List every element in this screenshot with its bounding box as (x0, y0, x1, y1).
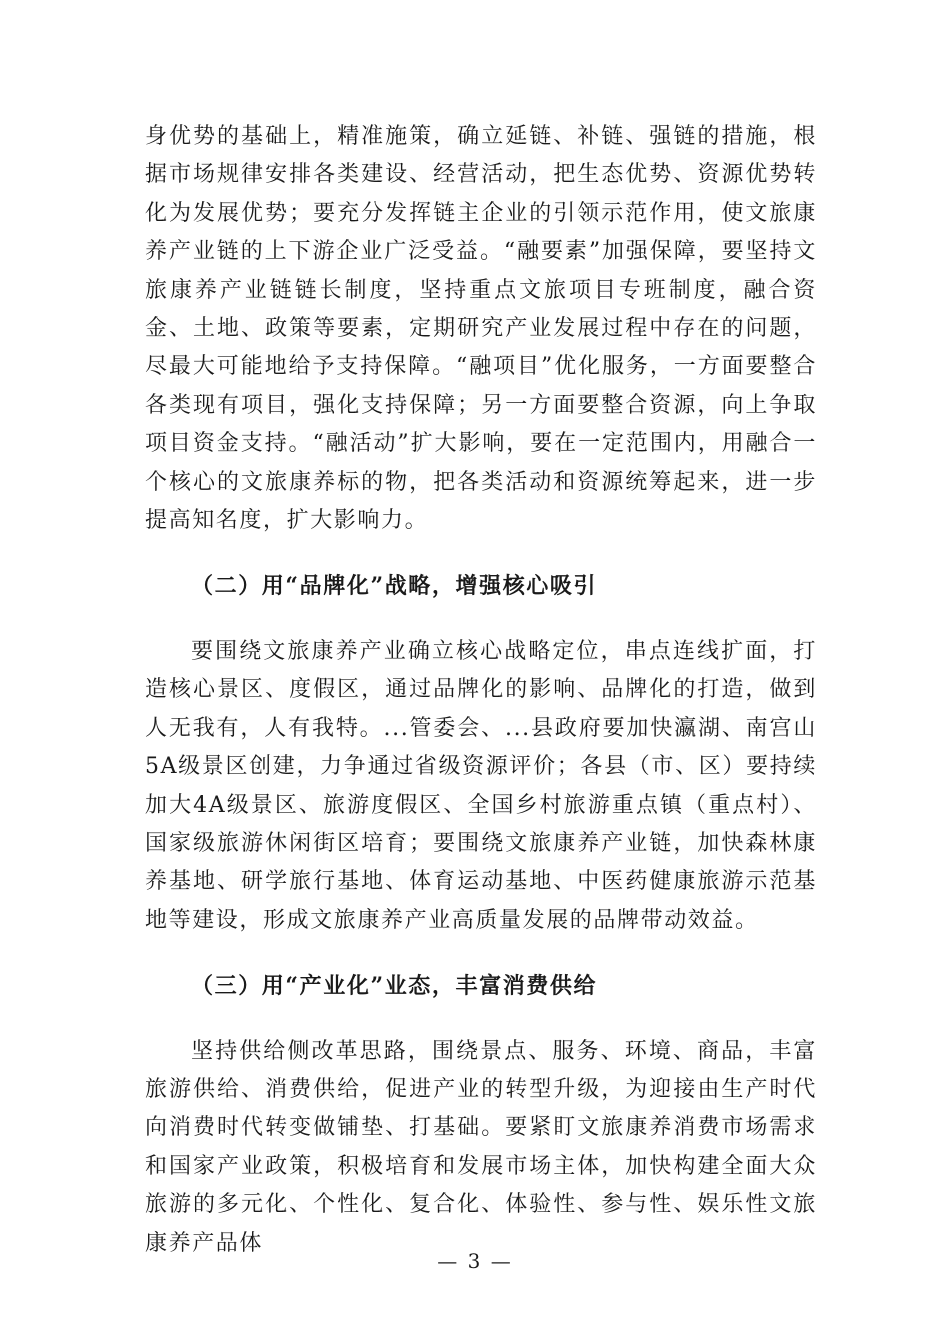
spacer (145, 940, 817, 967)
document-body (145, 118, 817, 1263)
paragraph-industry: 坚持供给侧改革思路，围绕景点、服务、环境、商品，丰富旅游供给、消费供给，促进产业的转型升级，为迎接由生产时代向消费时代转变做铺垫、打基础。要紧盯文旅康养消费市场需求和国家产业政策，积极培育和发展市场主体，加快构建全面大众旅游的多元化、个性化、复合化、体验性、参与性、娱乐性文旅康养产品体 (145, 1038, 817, 1256)
section-heading-3: （三）用“产业化”业态，丰富消费供给 (191, 973, 598, 1000)
spacer (145, 606, 817, 633)
spacer (145, 540, 817, 567)
paragraph-continued: 身优势的基础上，精准施策，确立延链、补链、强链的措施，根据市场规律安排各类建设、经营活动，把生态优势、资源优势转化为发展优势；要充分发挥链主企业的引领示范作用，使文旅康养产业链的上下游企业广泛受益。“融要素”加强保障，要坚持文旅康养产业链链长制度，坚持重点文旅项目专班制度，融合资金、土地、政策等要素，定期研究产业发展过程中存在的问题，尽最大可能地给予支持保障。“融项目”优化服务，一方面要整合各类现有项目，强化支持保障；另一方面要整合资源，向上争取项目资金支持。“融活动”扩大影响，要在一定范围内，用融合一个核心的文旅康养标的物，把各类活动和资源统筹起来，进一步提高知名度，扩大影响力。 (145, 124, 817, 534)
section-heading-2: （二）用“品牌化”战略，增强核心吸引 (191, 573, 598, 600)
paragraph-brand: 要围绕文旅康养产业确立核心战略定位，串点连线扩面，打造核心景区、度假区，通过品牌化的影响、品牌化的打造，做到人无我有，人有我特。...管委会、...县政府要加快瀛湖、南宫山5A级景区创建，力争通过省级资源评价；各县（市、区）要持续加大4A级景区、旅游度假区、全国乡村旅游重点镇（重点村）、国家级旅游休闲街区培育；要围绕文旅康养产业链，加快森林康养基地、研学旅行基地、体育运动基地、中医药健康旅游示范基地等建设，形成文旅康养产业高质量发展的品牌带动效益。 (145, 638, 817, 933)
spacer (145, 1006, 817, 1033)
page-number: — 3 — (437, 1249, 513, 1273)
